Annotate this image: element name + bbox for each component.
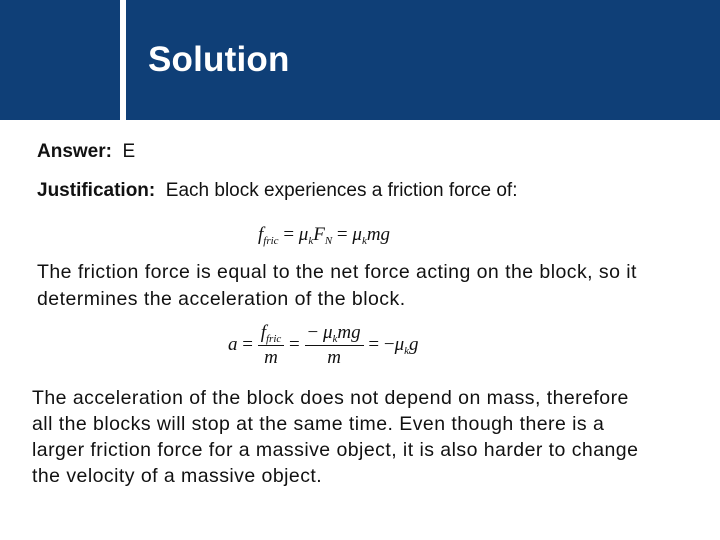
justification-label: Justification:: [37, 180, 156, 201]
friction-force-equation: $f_{fric} = \mu_kF_N = \mu_kmg$: [258, 224, 391, 247]
paragraph-2-line-1: The acceleration of the block does not depend on mass, therefore: [32, 387, 629, 409]
fraction-mu-mg-over-mass: $\frac{- \mu_kmg}{m}$: [305, 322, 364, 369]
answer-value: E: [122, 141, 136, 162]
paragraph-2-line-4: the velocity of a massive object.: [32, 465, 323, 487]
slide-title: Solution: [148, 40, 290, 79]
paragraph-2-line-3: larger friction force for a massive object, it is also harder to change: [32, 439, 639, 461]
justification-text: Each block experiences a friction force of:: [165, 180, 518, 201]
paragraph-2-line-2: all the blocks will stop at the same time. Even though there is a: [32, 413, 605, 435]
answer-label: Answer:: [37, 141, 112, 162]
acceleration-equation: a = $\frac{f_{fric}}{m}$ = $\frac{- \mu_kmg}{m}$ = $-\mu_kg$: [228, 322, 419, 368]
justification-line: [37, 178, 517, 204]
answer-line: [37, 139, 135, 165]
header-accent-block: [0, 0, 120, 120]
fraction-friction-over-mass: $\frac{f_{fric}}{m}$: [258, 322, 285, 369]
paragraph-1-line-2: determines the acceleration of the block.: [37, 288, 406, 310]
paragraph-1-line-1: The friction force is equal to the net force acting on the block, so it: [37, 261, 637, 283]
